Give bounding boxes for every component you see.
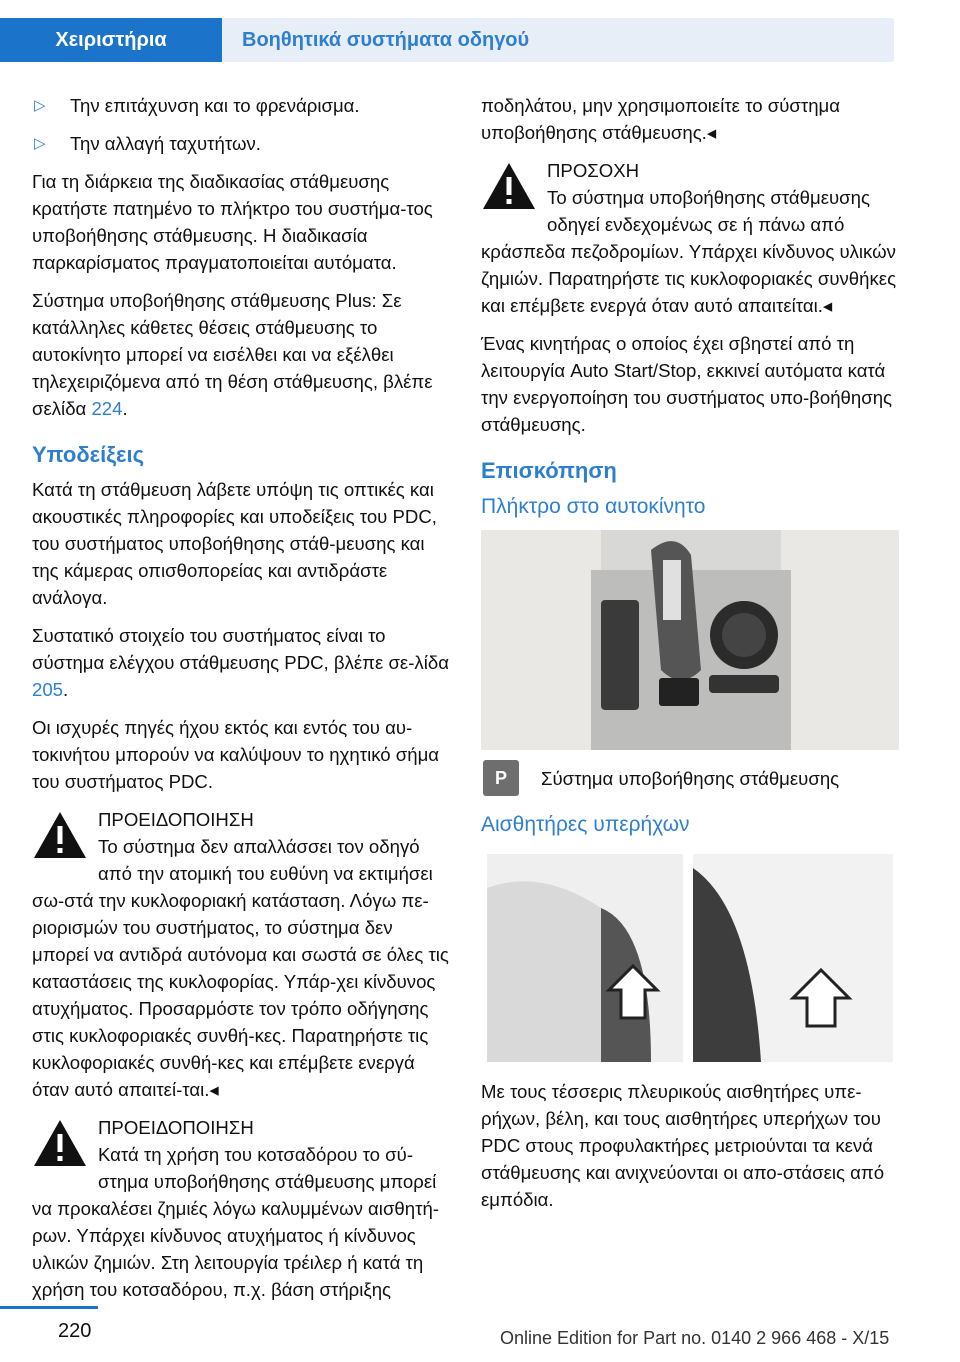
list-item: ▷ Την επιτάχυνση και το φρενάρισμα.: [32, 92, 454, 119]
caution-title: ΠΡΟΣΟΧΗ: [547, 160, 640, 181]
triangle-bullet-icon: ▷: [34, 135, 46, 152]
warning-text: Κατά τη χρήση του κοτσαδόρου το σύ-στημα υποβοήθησης στάθμευσης μπορεί να προκαλέσει ζημιές λόγω καλυμμένων αισθητή-ρων. Υπάρχει κίνδυνος ατυχήματος ή κίνδυνος υλικών ζημιών. Στη λειτουργία τρέιλερ ή κατά τη χρήση του κοτσαδόρου, π.χ. βάση στήριξης: [32, 1144, 439, 1300]
warning-triangle-icon: [32, 1118, 88, 1168]
page-link[interactable]: 205: [32, 679, 64, 700]
edition-note: Online Edition for Part no. 0140 2 966 468 - X/15: [500, 1328, 890, 1348]
tab-driver-assistance[interactable]: Βοηθητικά συστήματα οδηγού: [222, 18, 894, 62]
paragraph: Για τη διάρκεια της διαδικασίας στάθμευσης κρατήστε πατημένο το πλήκτρο του συστήμα-τος υποβοήθησης στάθμευσης. Η διαδικασία παρκαρίσματος πραγματοποιείται αυτόματα.: [32, 171, 433, 273]
figure-caption: P Σύστημα υποβοήθησης στάθμευσης: [481, 760, 899, 796]
paragraph: Οι ισχυρές πηγές ήχου εκτός και εντός του αυ-τοκινήτου μπορούν να καλύψουν το ηχητικό σήμα του συστήματος PDC.: [32, 717, 440, 792]
page-header: [0, 0, 960, 62]
caution-box: [481, 157, 899, 319]
paragraph: Συστατικό στοιχείο του συστήματος είναι το σύστημα ελέγχου στάθμευσης PDC, βλέπε σε-λίδα 205.: [32, 625, 449, 700]
left-column: [32, 92, 454, 1314]
triangle-bullet-icon: ▷: [34, 97, 46, 114]
caution-text: Το σύστημα υποβοήθησης στάθμευσης οδηγεί ενδεχομένως σε ή πάνω από κράσπεδα πεζοδρομίων. Υπάρχει κίνδυνος υλικών ζημιών. Παρατηρήστε τις κυκλοφοριακές συνθήκες και επέμβετε ενεργά όταν αυτό απαιτείται.◂: [481, 187, 897, 316]
footer-rule: [0, 1306, 98, 1309]
paragraph: ποδηλάτου, μην χρησιμοποιείτε το σύστημα υποβοήθησης στάθμευσης.◂: [481, 95, 840, 143]
section-heading: Υποδείξεις: [32, 442, 145, 467]
list-item: ▷ Την αλλαγή ταχυτήτων.: [32, 130, 454, 157]
page-link[interactable]: 224: [91, 398, 123, 419]
section-heading: Επισκόπηση: [481, 458, 617, 483]
center-console-photo: [481, 530, 899, 750]
paragraph: Ένας κινητήρας ο οποίος έχει σβηστεί από τη λειτουργία Auto Start/Stop, εκκινεί αυτόματα κατά την ενεργοποίηση του συστήματος υπο-βοήθησης στάθμευσης.: [481, 333, 893, 435]
ultrasonic-sensors-photo: [481, 848, 899, 1068]
paragraph: Σύστημα υποβοήθησης στάθμευσης Plus: Σε κατάλληλες κάθετες θέσεις στάθμευσης το αυτοκίνητο μπορεί να εισέλθει και να εξέλθει τηλεχειριζόμενα από τη θέση στάθμευσης, βλέπε σελίδα 224.: [32, 290, 433, 419]
page-number: 220: [58, 1320, 92, 1342]
warning-text: Το σύστημα δεν απαλλάσσει τον οδηγό από την ατομική του ευθύνη να εκτιμήσει σω-στά την κυκλοφοριακή κατάσταση. Λόγω πε-ριορισμών του συστήματος, το σύστημα δεν μπορεί να αντιδρά αυτόνομα και σωστά σε όλες τις καταστάσεις της κυκλοφορίας. Υπάρ-χει κίνδυνος ατυχήματος. Προσαρμόστε τον τρόπο οδήγησης στις κυκλοφοριακές συνθή-κες. Παρατηρήστε τις κυκλοφοριακές συνθή-κες και επέμβετε ενεργά όταν αυτό απαιτεί-ται.◂: [32, 836, 449, 1100]
warning-title: ΠΡΟΕΙΔΟΠΟΙΗΣΗ: [98, 809, 254, 830]
warning-triangle-icon: [32, 810, 88, 860]
warning-triangle-icon: [481, 161, 537, 211]
warning-title: ΠΡΟΕΙΔΟΠΟΙΗΣΗ: [98, 1117, 254, 1138]
right-column: [481, 92, 899, 1224]
warning-box: [32, 806, 454, 1103]
warning-box: [32, 1114, 454, 1303]
paragraph: Με τους τέσσερις πλευρικούς αισθητήρες υπε-ρήχων, βέλη, και τους αισθητήρες υπερήχων του PDC στους προφυλακτήρες μετριούνται τα κενά στάθμευσης και ανιχνεύονται οι απο-στάσεις από εμπόδια.: [481, 1081, 885, 1210]
paragraph: Κατά τη στάθμευση λάβετε υπόψη τις οπτικές και ακουστικές πληροφορίες και υποδείξεις του PDC, του συστήματος υποβοήθησης στάθ-μευσης και της κάμερας οπισθοπορείας και αντιδράστε ανάλογα.: [32, 479, 437, 608]
parking-assistant-icon: P: [483, 760, 519, 796]
subsection-heading: Πλήκτρο στο αυτοκίνητο: [481, 495, 706, 518]
tab-controls[interactable]: Χειριστήρια: [0, 18, 222, 62]
subsection-heading: Αισθητήρες υπερήχων: [481, 813, 690, 836]
